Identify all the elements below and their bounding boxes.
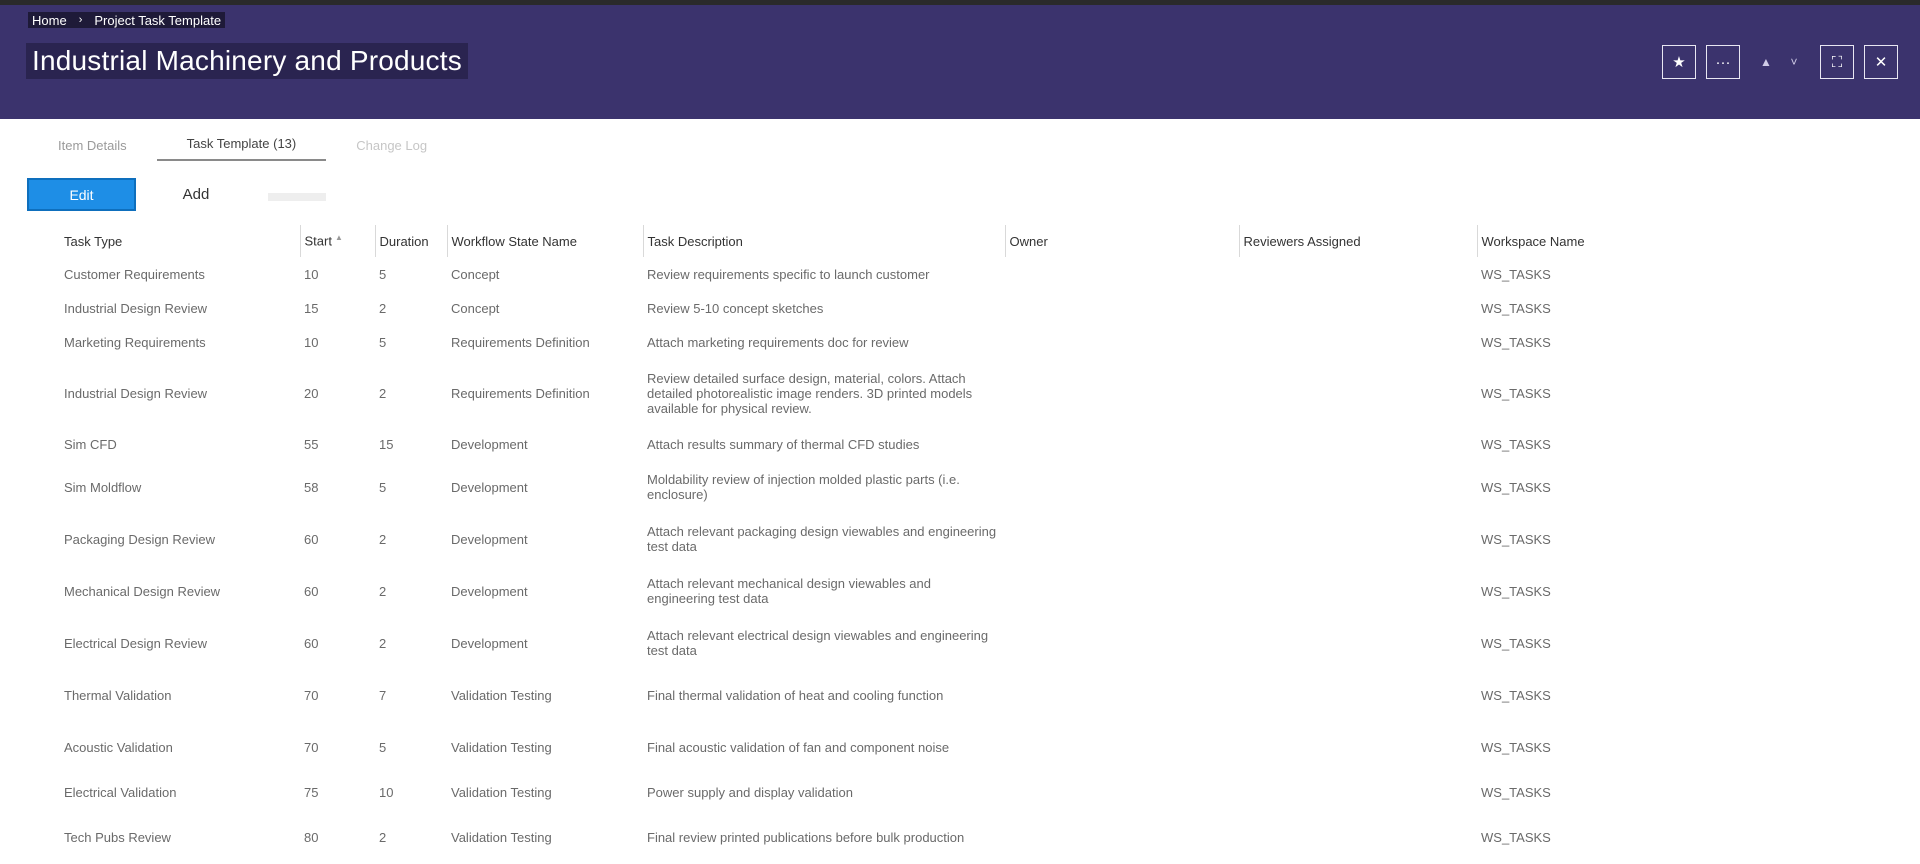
cell-duration: 2 bbox=[379, 583, 387, 599]
cell-start: 70 bbox=[304, 687, 319, 703]
cell-state: Requirements Definition bbox=[451, 385, 590, 401]
cell-task-type: Industrial Design Review bbox=[64, 300, 208, 316]
cell-owner bbox=[1005, 513, 1239, 565]
tab-change-log[interactable]: Change Log bbox=[356, 138, 428, 153]
header-actions bbox=[1662, 45, 1898, 79]
cell-owner bbox=[1005, 325, 1239, 359]
cell-reviewers bbox=[1239, 461, 1477, 513]
add-button[interactable]: Add bbox=[182, 186, 210, 203]
cell-description: Final thermal validation of heat and cooling function bbox=[647, 687, 944, 703]
cell-duration: 5 bbox=[379, 739, 387, 755]
cell-reviewers bbox=[1239, 721, 1477, 773]
table-header-row bbox=[60, 225, 1617, 257]
cell-description: Attach relevant packaging design viewables and engineering test data bbox=[647, 524, 997, 554]
table-row[interactable] bbox=[60, 617, 1617, 669]
breadcrumb-home[interactable]: Home bbox=[32, 12, 67, 28]
cell-description: Attach relevant mechanical design viewables and engineering test data bbox=[647, 576, 932, 606]
fullscreen-button[interactable] bbox=[1820, 45, 1854, 79]
star-icon: ★ bbox=[1672, 54, 1686, 71]
cell-start: 10 bbox=[304, 266, 319, 282]
sort-ascending-icon: ▲ bbox=[334, 233, 343, 243]
cell-duration: 5 bbox=[379, 266, 387, 282]
cell-description: Review detailed surface design, material, colors. Attach detailed photorealistic image renders. 3D printed models available for physical review. bbox=[647, 370, 973, 416]
cell-owner bbox=[1005, 461, 1239, 513]
cell-start: 75 bbox=[304, 784, 319, 800]
cell-owner bbox=[1005, 669, 1239, 721]
tab-bar bbox=[28, 131, 457, 161]
cell-state: Validation Testing bbox=[451, 739, 552, 755]
cell-state: Validation Testing bbox=[451, 829, 552, 845]
next-item-button[interactable] bbox=[1782, 45, 1806, 79]
cell-start: 58 bbox=[304, 479, 319, 495]
cell-workspace: WS_TASKS bbox=[1481, 300, 1551, 316]
cell-reviewers bbox=[1239, 669, 1477, 721]
cell-workspace: WS_TASKS bbox=[1481, 635, 1551, 651]
cell-owner bbox=[1005, 721, 1239, 773]
cell-task-type: Electrical Validation bbox=[64, 784, 177, 800]
column-header-start[interactable] bbox=[300, 225, 375, 257]
favorite-button[interactable] bbox=[1662, 45, 1696, 79]
more-button[interactable] bbox=[1706, 45, 1740, 79]
cell-description: Review 5-10 concept sketches bbox=[647, 300, 824, 316]
cell-task-type: Thermal Validation bbox=[64, 687, 172, 703]
cell-start: 60 bbox=[304, 531, 319, 547]
column-header-workflow-state[interactable]: Workflow State Name bbox=[447, 225, 643, 257]
cell-description: Attach marketing requirements doc for review bbox=[647, 334, 909, 350]
chevron-down-icon: ˅ bbox=[1790, 55, 1798, 69]
task-template-table bbox=[60, 225, 1617, 863]
cell-owner bbox=[1005, 359, 1239, 427]
cell-reviewers bbox=[1239, 565, 1477, 617]
grid-toolbar bbox=[27, 178, 326, 211]
more-icon: ··· bbox=[1715, 53, 1731, 71]
cell-task-type: Industrial Design Review bbox=[64, 385, 208, 401]
expand-icon: ⛶ bbox=[1831, 53, 1843, 71]
cell-task-type: Sim Moldflow bbox=[64, 479, 142, 495]
cell-workspace: WS_TASKS bbox=[1481, 829, 1551, 845]
cell-owner bbox=[1005, 617, 1239, 669]
cell-duration: 2 bbox=[379, 531, 387, 547]
table-row[interactable] bbox=[60, 773, 1617, 811]
cell-reviewers bbox=[1239, 617, 1477, 669]
cell-workspace: WS_TASKS bbox=[1481, 687, 1551, 703]
close-icon: ✕ bbox=[1874, 54, 1888, 71]
column-header-task-description[interactable]: Task Description bbox=[643, 225, 1005, 257]
cell-task-type: Tech Pubs Review bbox=[64, 829, 171, 845]
column-header-reviewers[interactable]: Reviewers Assigned bbox=[1239, 225, 1477, 257]
cell-state: Development bbox=[451, 479, 528, 495]
tab-item-details[interactable]: Item Details bbox=[58, 138, 127, 153]
cell-duration: 7 bbox=[379, 687, 387, 703]
breadcrumb-separator: › bbox=[78, 14, 83, 26]
column-header-duration[interactable]: Duration bbox=[375, 225, 447, 257]
cell-owner bbox=[1005, 291, 1239, 325]
cell-reviewers bbox=[1239, 773, 1477, 811]
cell-reviewers bbox=[1239, 359, 1477, 427]
cell-duration: 2 bbox=[379, 829, 387, 845]
cell-reviewers bbox=[1239, 513, 1477, 565]
cell-state: Validation Testing bbox=[451, 784, 552, 800]
cell-description: Final review printed publications before bulk production bbox=[647, 829, 965, 845]
cell-start: 15 bbox=[304, 300, 319, 316]
cell-duration: 15 bbox=[379, 436, 394, 452]
cell-description: Attach results summary of thermal CFD studies bbox=[647, 436, 920, 452]
table-row[interactable] bbox=[60, 427, 1617, 461]
cell-state: Concept bbox=[451, 300, 500, 316]
table-row[interactable] bbox=[60, 565, 1617, 617]
cell-reviewers bbox=[1239, 291, 1477, 325]
cell-state: Concept bbox=[451, 266, 500, 282]
cell-duration: 10 bbox=[379, 784, 394, 800]
cell-reviewers bbox=[1239, 257, 1477, 291]
table-row[interactable] bbox=[60, 811, 1617, 863]
edit-button[interactable]: Edit bbox=[27, 178, 136, 211]
cell-reviewers bbox=[1239, 427, 1477, 461]
cell-workspace: WS_TASKS bbox=[1481, 784, 1551, 800]
toolbar-placeholder bbox=[268, 193, 326, 201]
cell-reviewers bbox=[1239, 811, 1477, 863]
cell-start: 10 bbox=[304, 334, 319, 350]
previous-item-button[interactable] bbox=[1754, 45, 1778, 79]
cell-workspace: WS_TASKS bbox=[1481, 479, 1551, 495]
page-title: Industrial Machinery and Products bbox=[26, 43, 468, 79]
close-button[interactable] bbox=[1864, 45, 1898, 79]
cell-workspace: WS_TASKS bbox=[1481, 334, 1551, 350]
cell-state: Development bbox=[451, 583, 528, 599]
cell-state: Requirements Definition bbox=[451, 334, 590, 350]
cell-task-type: Customer Requirements bbox=[64, 266, 205, 282]
table-row[interactable] bbox=[60, 461, 1617, 513]
cell-workspace: WS_TASKS bbox=[1481, 739, 1551, 755]
cell-description: Final acoustic validation of fan and component noise bbox=[647, 739, 950, 755]
page-header bbox=[0, 5, 1920, 119]
cell-state: Validation Testing bbox=[451, 687, 552, 703]
cell-task-type: Marketing Requirements bbox=[64, 334, 206, 350]
table-row[interactable] bbox=[60, 721, 1617, 773]
cell-description: Review requirements specific to launch customer bbox=[647, 266, 930, 282]
cell-task-type: Mechanical Design Review bbox=[64, 583, 221, 599]
cell-task-type: Electrical Design Review bbox=[64, 635, 208, 651]
cell-state: Development bbox=[451, 436, 528, 452]
cell-start: 70 bbox=[304, 739, 319, 755]
chevron-up-icon: ▲ bbox=[1760, 55, 1772, 69]
table-row[interactable] bbox=[60, 669, 1617, 721]
cell-task-type: Packaging Design Review bbox=[64, 531, 216, 547]
cell-start: 60 bbox=[304, 635, 319, 651]
cell-task-type: Acoustic Validation bbox=[64, 739, 173, 755]
cell-workspace: WS_TASKS bbox=[1481, 385, 1551, 401]
cell-workspace: WS_TASKS bbox=[1481, 266, 1551, 282]
cell-start: 20 bbox=[304, 385, 319, 401]
cell-task-type: Sim CFD bbox=[64, 436, 117, 452]
cell-owner bbox=[1005, 427, 1239, 461]
cell-workspace: WS_TASKS bbox=[1481, 436, 1551, 452]
cell-workspace: WS_TASKS bbox=[1481, 531, 1551, 547]
table-row[interactable] bbox=[60, 359, 1617, 427]
cell-duration: 2 bbox=[379, 635, 387, 651]
cell-owner bbox=[1005, 565, 1239, 617]
table-row[interactable] bbox=[60, 291, 1617, 325]
cell-description: Power supply and display validation bbox=[647, 784, 853, 800]
column-header-task-type[interactable]: Task Type bbox=[64, 233, 123, 249]
cell-state: Development bbox=[451, 531, 528, 547]
table-row[interactable] bbox=[60, 257, 1617, 291]
tab-task-template[interactable]: Task Template (13) bbox=[157, 131, 327, 161]
cell-start: 55 bbox=[304, 436, 319, 452]
cell-duration: 2 bbox=[379, 385, 387, 401]
cell-start: 80 bbox=[304, 829, 319, 845]
cell-reviewers bbox=[1239, 325, 1477, 359]
cell-start: 60 bbox=[304, 583, 319, 599]
column-header-workspace[interactable]: Workspace Name bbox=[1477, 225, 1617, 257]
cell-duration: 5 bbox=[379, 479, 387, 495]
column-header-owner[interactable]: Owner bbox=[1005, 225, 1239, 257]
table-row[interactable] bbox=[60, 325, 1617, 359]
cell-duration: 5 bbox=[379, 334, 387, 350]
column-header-start-label: Start bbox=[304, 233, 332, 249]
cell-description: Attach relevant electrical design viewables and engineering test data bbox=[647, 628, 989, 658]
cell-workspace: WS_TASKS bbox=[1481, 583, 1551, 599]
cell-owner bbox=[1005, 773, 1239, 811]
cell-duration: 2 bbox=[379, 300, 387, 316]
breadcrumb-current[interactable]: Project Task Template bbox=[94, 12, 222, 28]
cell-state: Development bbox=[451, 635, 528, 651]
cell-owner bbox=[1005, 257, 1239, 291]
cell-owner bbox=[1005, 811, 1239, 863]
table-row[interactable] bbox=[60, 513, 1617, 565]
breadcrumb bbox=[28, 12, 225, 28]
cell-description: Moldability review of injection molded plastic parts (i.e. enclosure) bbox=[647, 472, 960, 502]
